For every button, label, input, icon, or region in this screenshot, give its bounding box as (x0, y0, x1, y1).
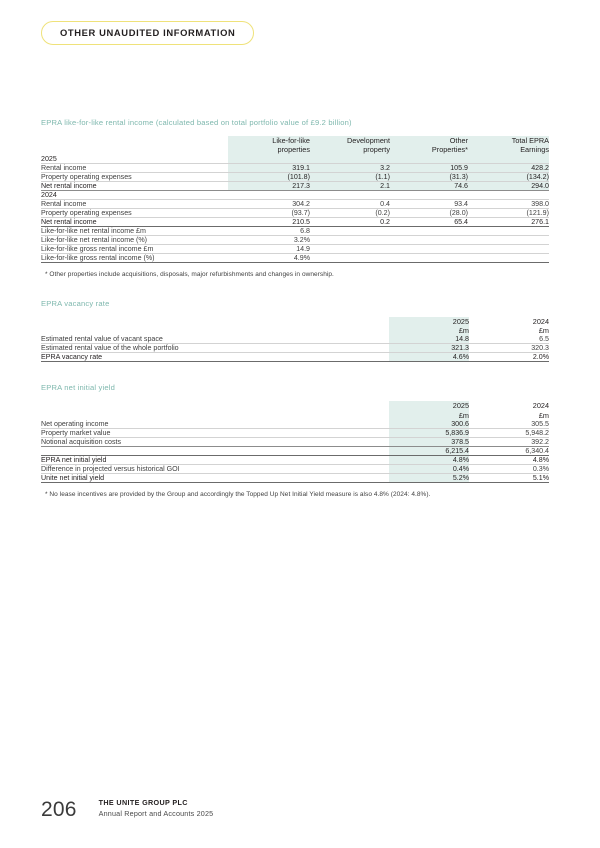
header-2025 (389, 401, 469, 420)
row-label: 2025 (41, 155, 228, 164)
header-2024 (469, 401, 549, 420)
row-value: 217.3 (228, 181, 310, 190)
row-label: Net rental income (41, 217, 228, 226)
row-value: 428.2 (468, 163, 549, 172)
table-row-subtotal (41, 446, 549, 455)
row-value-2024: 2.0% (469, 353, 549, 362)
header-line-2: properties (277, 145, 310, 155)
row-value (228, 155, 310, 164)
row-label: Rental income (41, 199, 228, 208)
row-value (390, 155, 468, 164)
row-value-empty (390, 226, 468, 235)
row-value-2025: 378.5 (389, 437, 469, 446)
table-row (41, 455, 549, 464)
row-value: 304.2 (228, 199, 310, 208)
table-row (41, 208, 549, 217)
row-label: Property operating expenses (41, 208, 228, 217)
page-footer (41, 798, 213, 820)
row-value: (121.9) (468, 208, 549, 217)
row-label: Net operating income (41, 420, 389, 429)
table-row (41, 155, 549, 164)
table-row (41, 473, 549, 482)
row-value-empty (310, 253, 390, 262)
row-value: (31.3) (390, 172, 468, 181)
header-blank (41, 317, 389, 336)
row-value: (134.2) (468, 172, 549, 181)
table-row (41, 181, 549, 190)
row-value-2024: 4.8% (469, 455, 549, 464)
footer-text (99, 798, 214, 820)
row-label: Like-for-like net rental income (%) (41, 235, 228, 244)
row-label: Rental income (41, 163, 228, 172)
row-value: (0.2) (310, 208, 390, 217)
table-row (41, 437, 549, 446)
row-value-empty (310, 244, 390, 253)
table-row (41, 353, 549, 362)
header-line-1: 2024 (532, 316, 549, 326)
table-epra-net-initial-yield (41, 401, 549, 483)
section-heading-like-for-like: EPRA like-for-like rental income (calculated based on total portfolio value of £9.2 billion) (41, 118, 352, 127)
section-heading-vacancy-rate: EPRA vacancy rate (41, 298, 110, 308)
header-blank (41, 401, 389, 420)
footnote-other-properties: * Other properties include acquisitions, disposals, major refurbishments and changes in ownership. (45, 270, 334, 278)
row-value: 319.1 (228, 163, 310, 172)
row-value (228, 190, 310, 199)
table-row (41, 420, 549, 429)
row-value: 105.9 (390, 163, 468, 172)
row-label: Like-for-like gross rental income (%) (41, 253, 228, 262)
row-label: 2024 (41, 190, 228, 199)
row-label: Like-for-like net rental income £m (41, 226, 228, 235)
header-line-1: 2025 (452, 401, 469, 411)
row-value-2024: 392.2 (469, 437, 549, 446)
header-like-for-like-properties (228, 136, 310, 155)
table-row (41, 244, 549, 253)
header-line-2: property (363, 145, 390, 155)
row-value: 3.2 (310, 163, 390, 172)
row-value (468, 155, 549, 164)
header-development-property (310, 136, 390, 155)
row-value: 6.8 (228, 226, 310, 235)
table-row (41, 190, 549, 199)
table-header-row (41, 136, 549, 155)
table-row (41, 217, 549, 226)
row-value-empty (390, 235, 468, 244)
row-value-empty (468, 235, 549, 244)
row-value-2024: 320.3 (469, 344, 549, 353)
row-value: (1.1) (310, 172, 390, 181)
row-value-empty (468, 253, 549, 262)
row-label: Estimated rental value of the whole portfolio (41, 344, 389, 353)
row-value: 14.9 (228, 244, 310, 253)
table-header-row (41, 401, 549, 420)
row-value-2024: 5.1% (469, 473, 549, 482)
row-label: Net rental income (41, 181, 228, 190)
header-line-2: £m (538, 410, 549, 420)
row-label: Unite net initial yield (41, 473, 389, 482)
row-label: EPRA vacancy rate (41, 353, 389, 362)
table-row (41, 226, 549, 235)
row-value-2024: 0.3% (469, 464, 549, 473)
row-value-2025: 0.4% (389, 464, 469, 473)
row-label: Difference in projected versus historical GOI (41, 464, 389, 473)
row-value: 210.5 (228, 217, 310, 226)
row-value: 294.0 (468, 181, 549, 190)
row-value: 93.4 (390, 199, 468, 208)
row-value-2024: 6,340.4 (469, 446, 549, 455)
page-content (41, 118, 549, 498)
row-value-empty (468, 244, 549, 253)
row-value: 2.1 (310, 181, 390, 190)
header-line-1: Other (449, 136, 468, 145)
row-value-2024: 6.5 (469, 335, 549, 344)
row-value-empty (390, 253, 468, 262)
table-row (41, 172, 549, 181)
row-value-2025: 5,836.9 (389, 428, 469, 437)
row-value-empty (310, 235, 390, 244)
row-value: 0.2 (310, 217, 390, 226)
row-value (468, 190, 549, 199)
header-line-1: 2024 (532, 401, 549, 411)
row-value: 398.0 (468, 199, 549, 208)
header-line-2: Earnings (520, 145, 549, 155)
header-line-1: Total EPRA (511, 136, 549, 145)
row-value: 0.4 (310, 199, 390, 208)
header-blank (41, 136, 228, 155)
row-label: Property market value (41, 428, 389, 437)
section-heading-net-initial-yield: EPRA net initial yield (41, 383, 116, 393)
header-line-1: Development (347, 136, 390, 145)
table-row (41, 235, 549, 244)
row-value (310, 190, 390, 199)
row-value-2025: 300.6 (389, 420, 469, 429)
header-line-2: Properties* (431, 145, 468, 155)
row-value-empty (310, 226, 390, 235)
row-value-2025: 4.8% (389, 455, 469, 464)
section-badge-wrap (41, 21, 254, 45)
row-value-2025: 321.3 (389, 344, 469, 353)
table-row (41, 335, 549, 344)
row-value (390, 190, 468, 199)
section-badge: OTHER UNAUDITED INFORMATION (41, 21, 254, 45)
table-like-for-like-rental-income (41, 136, 549, 263)
row-label: Notional acquisition costs (41, 437, 389, 446)
row-label (41, 446, 389, 455)
header-line-1: 2025 (452, 316, 469, 326)
table-row (41, 199, 549, 208)
row-value-2024: 5,948.2 (469, 428, 549, 437)
row-value: 74.6 (390, 181, 468, 190)
table-epra-vacancy-rate (41, 317, 549, 363)
page-number: 206 (41, 798, 77, 821)
table-row (41, 253, 549, 262)
footnote-lease-incentives: * No lease incentives are provided by the Group and accordingly the Topped Up Net Initial Yield measure is also 4.8% (2024: 4.8%). (45, 490, 431, 498)
row-value (310, 155, 390, 164)
header-line-2: £m (458, 410, 469, 420)
row-value: 4.9% (228, 253, 310, 262)
header-2024 (469, 317, 549, 336)
row-value-2025: 14.8 (389, 335, 469, 344)
row-value-2024: 305.5 (469, 420, 549, 429)
table-header-row (41, 317, 549, 336)
row-value: (93.7) (228, 208, 310, 217)
row-label: Like-for-like gross rental income £m (41, 244, 228, 253)
row-value-2025: 6,215.4 (389, 446, 469, 455)
table-row (41, 163, 549, 172)
row-value-empty (390, 244, 468, 253)
header-line-1: Like-for-like (272, 136, 310, 145)
footer-company: THE UNITE GROUP PLC (98, 798, 188, 808)
row-value: 65.4 (390, 217, 468, 226)
row-value: (28.0) (390, 208, 468, 217)
table-row (41, 428, 549, 437)
header-total-epra-earnings (468, 136, 549, 155)
row-value: 276.1 (468, 217, 549, 226)
row-value-empty (468, 226, 549, 235)
row-label: Property operating expenses (41, 172, 228, 181)
row-value-2025: 4.6% (389, 353, 469, 362)
row-value: (101.8) (228, 172, 310, 181)
header-line-2: £m (458, 325, 469, 335)
row-label: Estimated rental value of vacant space (41, 335, 389, 344)
header-line-2: £m (538, 325, 549, 335)
table-row (41, 464, 549, 473)
row-value: 3.2% (228, 235, 310, 244)
table-row (41, 344, 549, 353)
header-other-properties (390, 136, 468, 155)
header-2025 (389, 317, 469, 336)
row-label: EPRA net initial yield (41, 455, 389, 464)
footer-report: Annual Report and Accounts 2025 (98, 808, 214, 818)
row-value-2025: 5.2% (389, 473, 469, 482)
